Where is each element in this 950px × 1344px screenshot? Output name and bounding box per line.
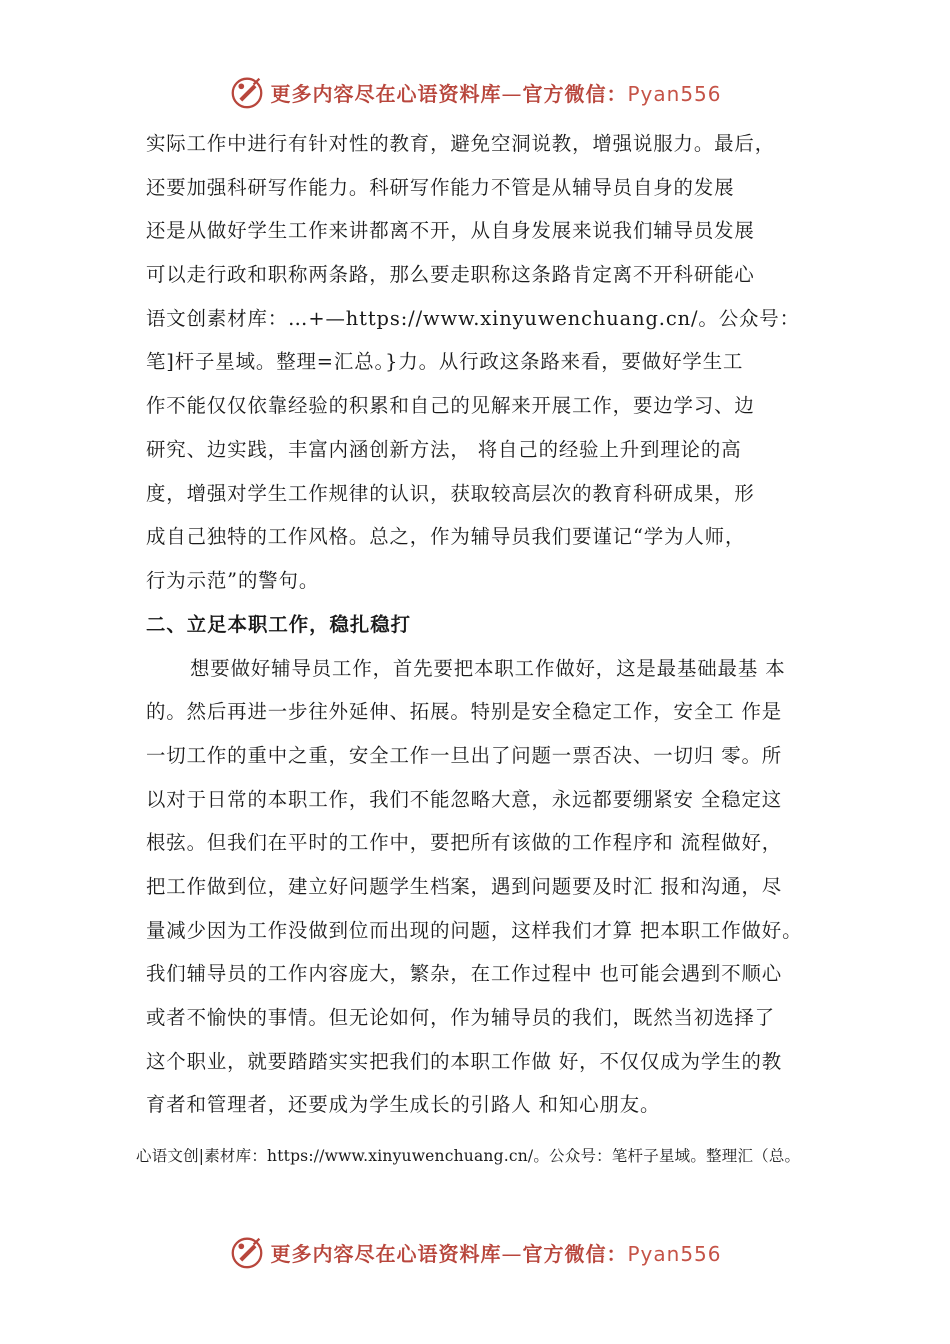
text-line: 作不能仅仅依靠经验的积累和自己的见解来开展工作，要边学习、边 [146,394,755,418]
text-line: 度，增强对学生工作规律的认识，获取较高层次的教育科研成果，形 [146,481,755,505]
text-line: 或者不愉快的事情。但无论如何，作为辅导员的我们，既然当初选择了 [146,1006,776,1030]
text-line: 根弦。但我们在平时的工作中，要把所有该做的工作程序和 流程做好， [146,831,783,855]
text-line: 我们辅导员的工作内容庞大，繁杂，在工作过程中 也可能会遇到不顺心 [146,962,783,986]
text-line: 的。然后再进一步往外延伸、拓展。特别是安全稳定工作，安全工 作是 [146,700,783,724]
text-line: 语文创素材库：…+—https://www.xinyuwenchuang.cn/。公众号： [146,306,800,330]
text-line: 把工作做到位，建立好问题学生档案，遇到问题要及时汇 报和沟通，尽 [146,875,783,898]
banner-text: 更多内容尽在心语资料库—官方微信：Pyan556 [270,1241,722,1266]
text-line: 还要加强科研写作能力。科研写作能力不管是从辅导员自身的发展 [146,175,735,199]
banner-text: 更多内容尽在心语资料库—官方微信：Pyan556 [270,81,722,106]
text-line: 量减少因为工作没做到位而出现的问题，这样我们才算 把本职工作做好。 [146,918,803,942]
text-line: 想要做好辅导员工作，首先要把本职工作做好，这是最基础最基 本 [190,656,786,680]
footer-watermark-banner [0,1230,950,1274]
header-watermark-banner [0,70,950,114]
text-line: 笔]杆子星域。整理=汇总。}力。从行政这条路来看，要做好学生工 [146,350,744,374]
text-line: 育者和管理者，还要成为学生成长的引路人 和知心朋友。 [146,1093,661,1117]
text-line: 这个职业，就要踏踏实实把我们的本职工作做 好，不仅仅成为学生的教 [146,1049,783,1073]
text-line: 可以走行政和职称两条路，那么要走职称这条路肯定离不开科研能心 [146,263,755,287]
text-line: 行为示范”的警句。 [146,568,320,592]
text-line: 还是从做好学生工作来讲都离不开，从自身发展来说我们辅导员发展 [146,219,755,243]
section-paragraph [146,647,836,1128]
source-footnote: 心语文创|素材库：https://www.xinyuwenchuang.cn/。公众号：笔杆子星域。整理汇（总。 [136,1147,801,1165]
document-body [146,122,836,1127]
section-heading: 二、立足本职工作，稳扎稳打 [146,612,412,636]
paragraph-continuation [146,122,836,603]
brand-logo-icon [228,73,266,111]
text-line: 一切工作的重中之重，安全工作一旦出了问题一票否决、一切归 零。所 [146,743,783,767]
text-line: 实际工作中进行有针对性的教育，避免空洞说教，增强说服力。最后， [146,132,776,155]
brand-logo-icon [228,1233,266,1271]
text-line: 研究、边实践，丰富内涵创新方法， 将自己的经验上升到理论的高 [146,437,742,461]
text-line: 成自己独特的工作风格。总之，作为辅导员我们要谨记“学为人师， [146,525,746,549]
text-line: 以对于日常的本职工作，我们不能忽略大意，永远都要绷紧安 全稳定这 [146,787,783,811]
